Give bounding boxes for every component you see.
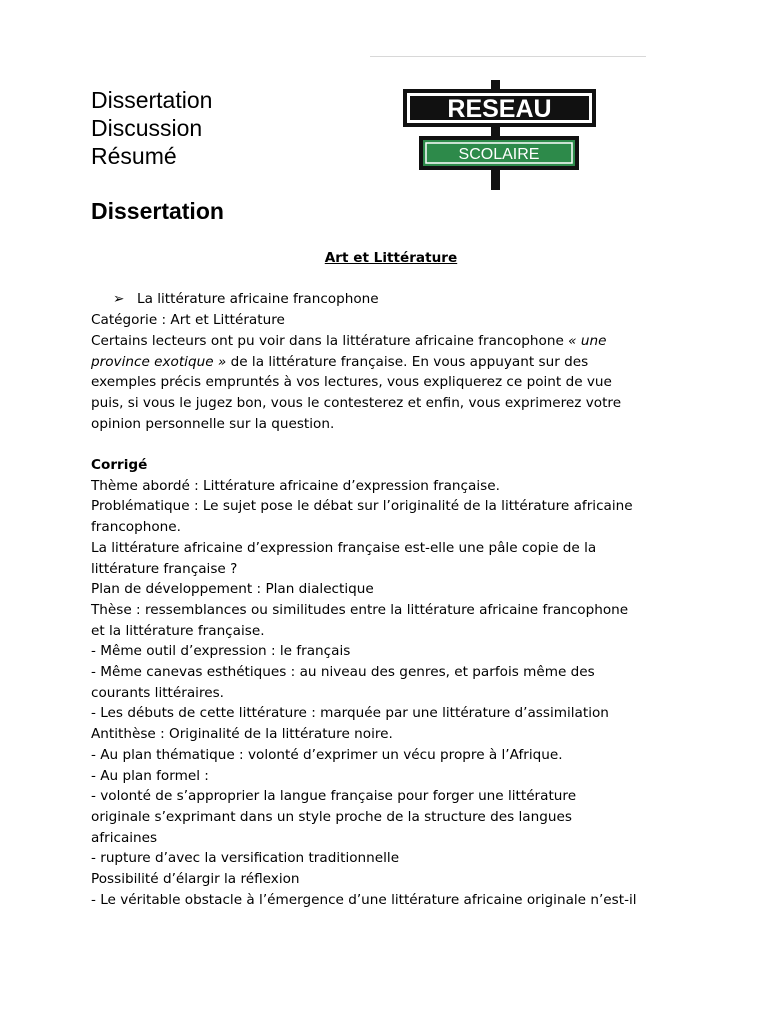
prompt-line: puis, si vous le jugez bon, vous le contesterez et enfin, vous exprimerez votre xyxy=(91,394,622,411)
corrige-line: - volonté de s’approprier la langue française pour forger une littérature xyxy=(91,788,577,805)
corrige-line: - rupture d’avec la versification traditionnelle xyxy=(91,850,400,867)
corrige-line: - Au plan formel : xyxy=(91,767,209,784)
corrige-line: Problématique : Le sujet pose le débat sur l’originalité de la littérature africaine xyxy=(91,498,633,515)
article-body xyxy=(91,248,691,910)
corrige-line: littérature française ? xyxy=(91,560,238,577)
prompt-text: Certains lecteurs ont pu voir dans la littérature africaine francophone xyxy=(91,332,569,349)
corrige-line: - Le véritable obstacle à l’émergence d’une littérature africaine originale n’est-il xyxy=(91,891,637,908)
reseau-scolaire-logo xyxy=(400,78,600,197)
prompt-quote: « une xyxy=(568,332,607,349)
corrige-heading: Corrigé xyxy=(91,457,148,473)
corrige-line: Thème abordé : Littérature africaine d’expression française. xyxy=(91,477,500,494)
prompt-line: opinion personnelle sur la question. xyxy=(91,415,335,432)
menu-item-discussion[interactable]: Discussion xyxy=(91,115,203,141)
logo-word-top: RESEAU xyxy=(447,95,552,123)
bullet-item xyxy=(91,289,691,310)
corrige-line: originale s’exprimant dans un style proche de la structure des langues xyxy=(91,808,572,825)
corrige-line: - Même canevas esthétiques : au niveau des genres, et parfois même des xyxy=(91,664,595,681)
corrige-line: Antithèse : Originalité de la littérature noire. xyxy=(91,726,393,743)
logo-word-bottom: SCOLAIRE xyxy=(458,146,540,163)
corrige-line: et la littérature française. xyxy=(91,622,265,639)
prompt-line xyxy=(91,352,691,373)
street-sign-icon xyxy=(400,78,600,192)
corrige-line: africaines xyxy=(91,829,158,846)
corrige-line: La littérature africaine d’expression française est-elle une pâle copie de la xyxy=(91,539,597,556)
corrige-line: Possibilité d’élargir la réflexion xyxy=(91,871,300,888)
corrige-line: - Même outil d’expression : le français xyxy=(91,643,351,660)
corrige-line: - Les débuts de cette littérature : marquée par une littérature d’assimilation xyxy=(91,705,609,722)
section-heading: Dissertation xyxy=(91,198,224,224)
menu-item-resume[interactable]: Résumé xyxy=(91,143,177,169)
category-line: Catégorie : Art et Littérature xyxy=(91,312,285,329)
prompt-line xyxy=(91,331,691,352)
prompt-text: de la littérature française. En vous appuyant sur des xyxy=(226,353,589,370)
corrige-line: francophone. xyxy=(91,519,181,536)
menu-item-dissertation[interactable]: Dissertation xyxy=(91,87,213,113)
article-subtitle: Art et Littérature xyxy=(324,250,458,266)
corrige-line: courants littéraires. xyxy=(91,684,225,701)
corrige-line: Thèse : ressemblances ou similitudes entre la littérature africaine francophone xyxy=(91,601,629,618)
corrige-line: Plan de développement : Plan dialectique xyxy=(91,581,374,598)
section-menu xyxy=(91,86,212,170)
bullet-text: La littérature africaine francophone xyxy=(137,291,379,308)
prompt-line: exemples précis empruntés à vos lectures, vous expliquerez ce point de vue xyxy=(91,374,612,391)
top-divider xyxy=(370,56,646,57)
arrow-bullet-icon: ➢ xyxy=(113,291,125,308)
prompt-quote: province exotique » xyxy=(91,353,227,370)
corrige-line: - Au plan thématique : volonté d’exprimer un vécu propre à l’Afrique. xyxy=(91,746,563,763)
